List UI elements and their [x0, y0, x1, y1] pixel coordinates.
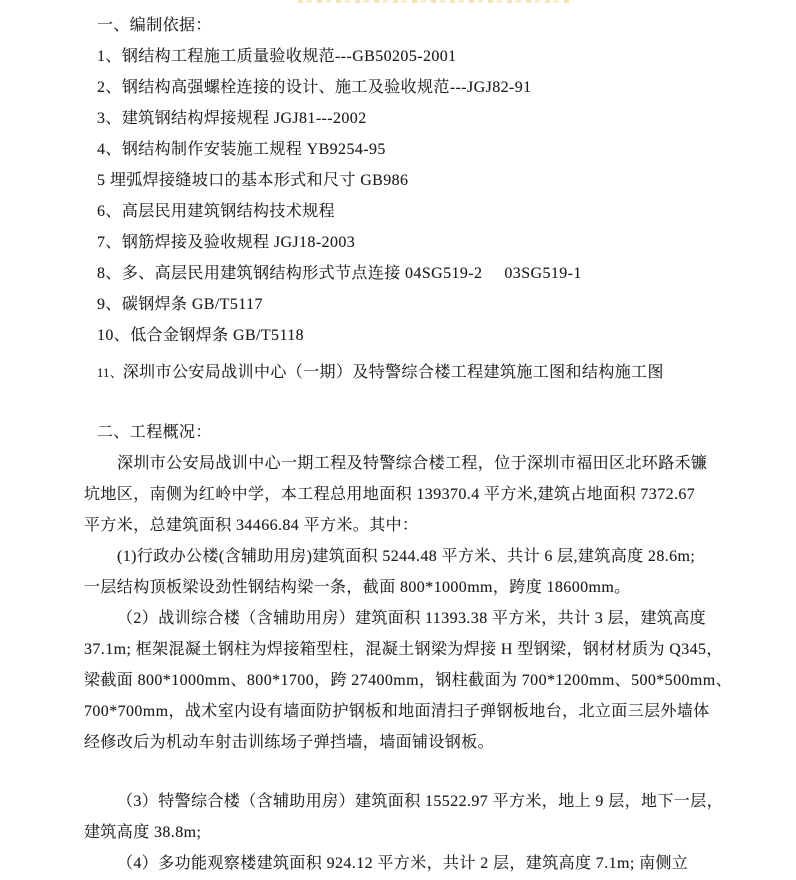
- clipped-header-text-remnant: [298, 0, 573, 3]
- item-text: 建筑钢结构焊接规程 JGJ81---2002: [121, 110, 367, 127]
- item-number: 4、: [97, 141, 122, 158]
- section2-heading: 二、工程概况：: [97, 424, 212, 441]
- item-number: 11、: [97, 366, 123, 380]
- item-text: 低合金钢焊条 GB/T5118: [130, 327, 305, 344]
- item-number: 6、: [97, 203, 122, 220]
- item-number: 7、: [97, 234, 122, 251]
- ref-list-item: [97, 134, 732, 165]
- item-text: 钢结构高强螺栓连接的设计、施工及验收规范---JGJ82-91: [121, 79, 532, 96]
- ref-list-item: [97, 196, 732, 227]
- paragraph-line: 梁截面 800*1000mm、800*1700，跨 27400mm，钢柱截面为 700*1200mm、500*500mm、: [84, 672, 732, 689]
- paragraph-line: 700*700mm，战术室内设有墙面防护钢板和地面清扫子弹钢板地台，北立面三层外墙体: [84, 703, 710, 720]
- ref-list-item: [97, 357, 732, 389]
- paragraph-line: 一层结构顶板梁设劲性钢结构梁一条，截面 800*1000mm，跨度 18600mm。: [84, 579, 631, 596]
- item-text: 钢结构工程施工质量验收规范---GB50205-2001: [121, 48, 457, 65]
- ref-list-item: [97, 41, 732, 72]
- item-number: 8、: [97, 265, 122, 282]
- paragraph-line: (1)行政办公楼(含辅助用房)建筑面积 5244.48 平方米、共计 6 层,建筑高度 28.6m;: [117, 548, 696, 565]
- item-text: 高层民用建筑钢结构技术规程: [121, 203, 336, 220]
- ref-list-item: [97, 320, 732, 351]
- item-text: 碳钢焊条 GB/T5117: [121, 296, 263, 313]
- paragraph-line: 建筑高度 38.8m;: [84, 824, 202, 841]
- paragraph-line: 深圳市公安局战训中心一期工程及特警综合楼工程，位于深圳市福田区北环路禾镰: [117, 455, 708, 472]
- paragraph-spacer: [84, 758, 732, 786]
- paragraph-line: 平方米，总建筑面积 34466.84 平方米。其中：: [84, 517, 419, 534]
- item-number: 1、: [97, 48, 122, 65]
- document-content: [84, 10, 732, 879]
- ref-list-item: [97, 103, 732, 134]
- item-number: 9、: [97, 296, 122, 313]
- item-text: 钢结构制作安装施工规程 YB9254-95: [121, 141, 386, 158]
- item-number: 2、: [97, 79, 122, 96]
- ref-list-item: [97, 165, 732, 196]
- paragraph-line: （3）特警综合楼（含辅助用房）建筑面积 15522.97 平方米，地上 9 层，地下一层，: [117, 793, 724, 810]
- item-text: 钢筋焊接及验收规程 JGJ18-2003: [121, 234, 356, 251]
- item-number: 10、: [97, 327, 131, 344]
- paragraph-line: （2）战训综合楼（含辅助用房）建筑面积 11393.38 平方米，共计 3 层，建筑高度: [117, 610, 707, 627]
- item-text: 埋弧焊接缝坡口的基本形式和尺寸 GB986: [109, 172, 409, 189]
- item-text: 多、高层民用建筑钢结构形式节点连接 04SG519-2 03SG519-1: [121, 265, 582, 282]
- paragraph-line: 经修改后为机动车射击训练场子弹挡墙，墙面铺设钢板。: [84, 734, 495, 751]
- ref-list-item: [97, 72, 732, 103]
- paragraph-line: 37.1m; 框架混凝土钢柱为焊接箱型柱，混凝土钢梁为焊接 H 型钢梁，钢材材质为 Q345，: [84, 641, 723, 658]
- item-number: 5: [97, 172, 110, 189]
- section1-heading: 一、编制依据：: [97, 17, 212, 34]
- section-spacer: [84, 389, 732, 417]
- ref-list-item: [97, 258, 732, 289]
- ref-list-item: [97, 227, 732, 258]
- paragraph-line: 坑地区，南侧为红岭中学，本工程总用地面积 139370.4 平方米,建筑占地面积 7372.67: [84, 486, 696, 503]
- item-text: 深圳市公安局战训中心（一期）及特警综合楼工程建筑施工图和结构施工图: [122, 364, 664, 381]
- ref-list-item: [97, 289, 732, 320]
- paragraph-line: （4）多功能观察楼建筑面积 924.12 平方米，共计 2 层，建筑高度 7.1m; 南侧立: [117, 855, 689, 872]
- item-number: 3、: [97, 110, 122, 127]
